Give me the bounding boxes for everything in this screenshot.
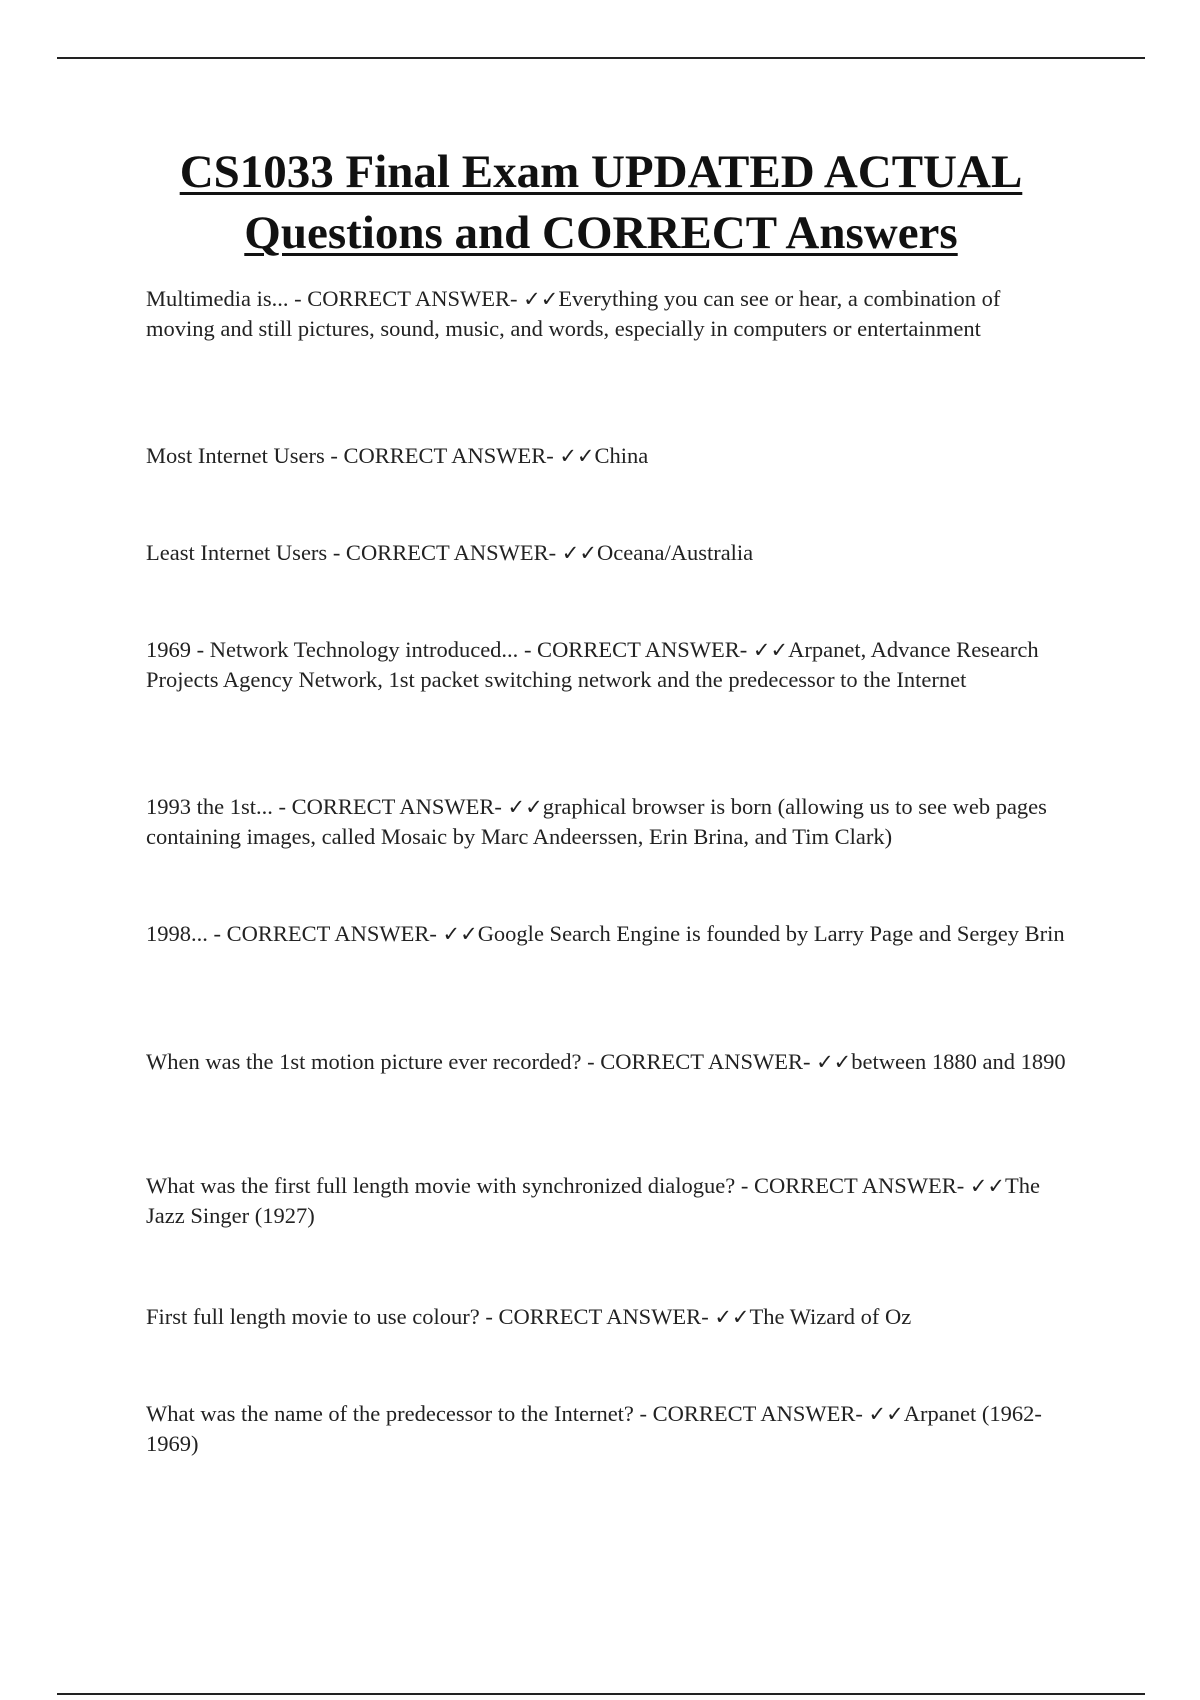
qa-item [146,1302,1066,1332]
question-text: Least Internet Users [146,540,328,565]
double-check-icon: ✓✓ [561,541,597,565]
double-check-icon: ✓✓ [752,638,789,662]
answer-marker: - CORRECT ANSWER- [485,1304,709,1329]
answer-text: graphical browser is born (allowing us to see web pages containing images, called Mosaic by Marc Andeerssen, Erin Brina, and Tim Clark) [146,794,1047,849]
answer-text: Everything you can see or hear, a combination of moving and still pictures, sound, music, and words, especially in computers or entertainment [146,286,1001,341]
title-line-2: Questions and CORRECT Answers [244,207,958,259]
qa-item [146,284,1066,344]
double-check-icon: ✓✓ [507,795,543,819]
answer-marker: - CORRECT ANSWER- [330,443,554,468]
qa-item [146,635,1066,695]
qa-item [146,792,1066,852]
answer-marker: - CORRECT ANSWER- [639,1401,863,1426]
double-check-icon: ✓✓ [523,287,559,311]
title-line-1: CS1033 Final Exam UPDATED ACTUAL [179,146,1023,198]
double-check-icon: ✓✓ [816,1050,852,1074]
answer-marker: - CORRECT ANSWER- [294,286,518,311]
answer-marker: - CORRECT ANSWER- [278,794,502,819]
double-check-icon: ✓✓ [969,1174,1006,1198]
qa-item [146,919,1066,949]
answer-text: China [594,443,649,468]
answer-marker: - CORRECT ANSWER- [332,540,557,565]
answer-text: Arpanet, Advance Research Projects Agency Network, 1st packet switching network and the predecessor to the Internet [146,637,1039,692]
double-check-icon: ✓✓ [442,922,478,946]
question-text: Multimedia is... [146,286,289,311]
page-title [57,142,1145,264]
answer-marker: - CORRECT ANSWER- [587,1049,811,1074]
question-text: 1969 - Network Technology introduced... [146,637,519,662]
question-text: 1993 the 1st... [146,794,273,819]
question-text: First full length movie to use colour? [146,1304,480,1329]
qa-item [146,1399,1066,1459]
answer-text: between 1880 and 1890 [851,1049,1066,1074]
answer-text: Google Search Engine is founded by Larry Page and Sergey Brin [477,921,1065,946]
answer-marker: - CORRECT ANSWER- [213,921,437,946]
qa-item [146,1171,1066,1231]
answer-text: Oceana/Australia [597,540,754,565]
qa-item [146,538,1066,568]
answer-marker: - CORRECT ANSWER- [523,637,748,662]
answer-text: The Wizard of Oz [749,1304,912,1329]
double-check-icon: ✓✓ [559,444,595,468]
answer-text: The Jazz Singer (1927) [146,1173,1041,1228]
answer-marker: - CORRECT ANSWER- [740,1173,965,1198]
double-check-icon: ✓✓ [868,1402,904,1426]
qa-item [146,441,1066,471]
double-check-icon: ✓✓ [714,1305,750,1329]
question-text: What was the first full length movie with synchronized dialogue? [146,1173,736,1198]
qa-item [146,1047,1066,1077]
question-text: 1998... [146,921,208,946]
bottom-rule [57,1693,1145,1695]
question-text: Most Internet Users [146,443,325,468]
answer-text: Arpanet (1962-1969) [146,1401,1042,1456]
question-text: What was the name of the predecessor to the Internet? [146,1401,634,1426]
question-text: When was the 1st motion picture ever recorded? [146,1049,582,1074]
top-rule [57,57,1145,59]
